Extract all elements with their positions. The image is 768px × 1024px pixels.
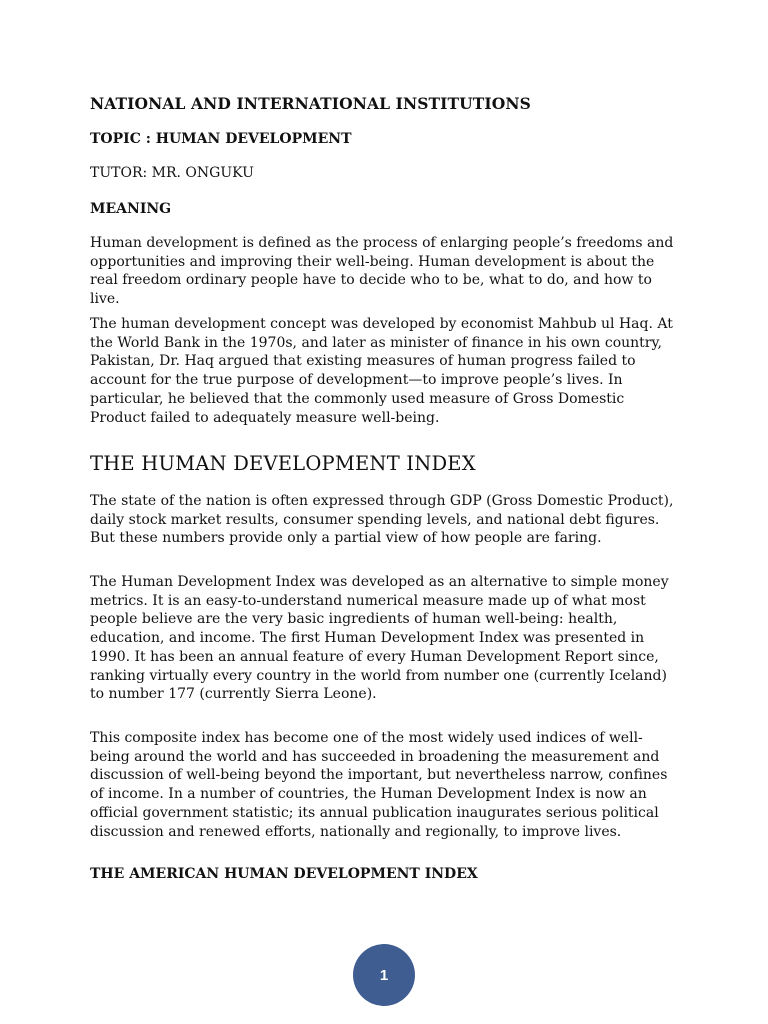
paragraph-definition: Human development is defined as the process of enlarging people’s freedoms and opportunities and improving their well-being. Human development is about the real freedom ordinary people have to decide who to be, what to do, and how to live. — [90, 235, 674, 308]
paragraph-composite-index: This composite index has become one of the most widely used indices of well-being around the world and has succeeded in broadening the measurement and discussion of well-being beyond the important, but nevertheless narrow, confines of income. In a number of countries, the Human Development Index is now an official government statistic; its annual publication inaugurates serious political discussion and renewed efforts, nationally and regionally, to improve lives. — [90, 730, 668, 840]
page-number-badge: 1 — [353, 944, 415, 1006]
meaning-heading: MEANING — [90, 201, 172, 217]
topic-line: TOPIC : HUMAN DEVELOPMENT — [90, 131, 352, 147]
document-title: NATIONAL AND INTERNATIONAL INSTITUTIONS — [90, 94, 531, 113]
paragraph-hdi-development: The Human Development Index was developed as an alternative to simple money metrics. It is an easy-to-understand numerical measure made up of what most people believe are the very basic ingredients of human well-being: health, education, and income. The first Human Development Index was presented in 1990. It has been an annual feature of every Human Development Report since, ranking virtually every country in the world from number one (currently Iceland) to number 177 (currently Sierra Leone). — [90, 574, 669, 703]
american-hdi-heading: THE AMERICAN HUMAN DEVELOPMENT INDEX — [90, 866, 478, 882]
paragraph-gdp: The state of the nation is often expressed through GDP (Gross Domestic Product), daily stock market results, consumer spending levels, and national debt figures. But these numbers provide only a partial view of how people are faring. — [90, 493, 674, 547]
tutor-line: TUTOR: MR. ONGUKU — [90, 165, 254, 181]
hdi-heading: THE HUMAN DEVELOPMENT INDEX — [90, 452, 476, 475]
paragraph-concept-origin: The human development concept was developed by economist Mahbub ul Haq. At the World Bank in the 1970s, and later as minister of finance in his own country, Pakistan, Dr. Haq argued that existing measures of human progress failed to account for the true purpose of development—to improve people’s lives. In particular, he believed that the commonly used measure of Gross Domestic Product failed to adequately measure well-being. — [90, 316, 673, 426]
